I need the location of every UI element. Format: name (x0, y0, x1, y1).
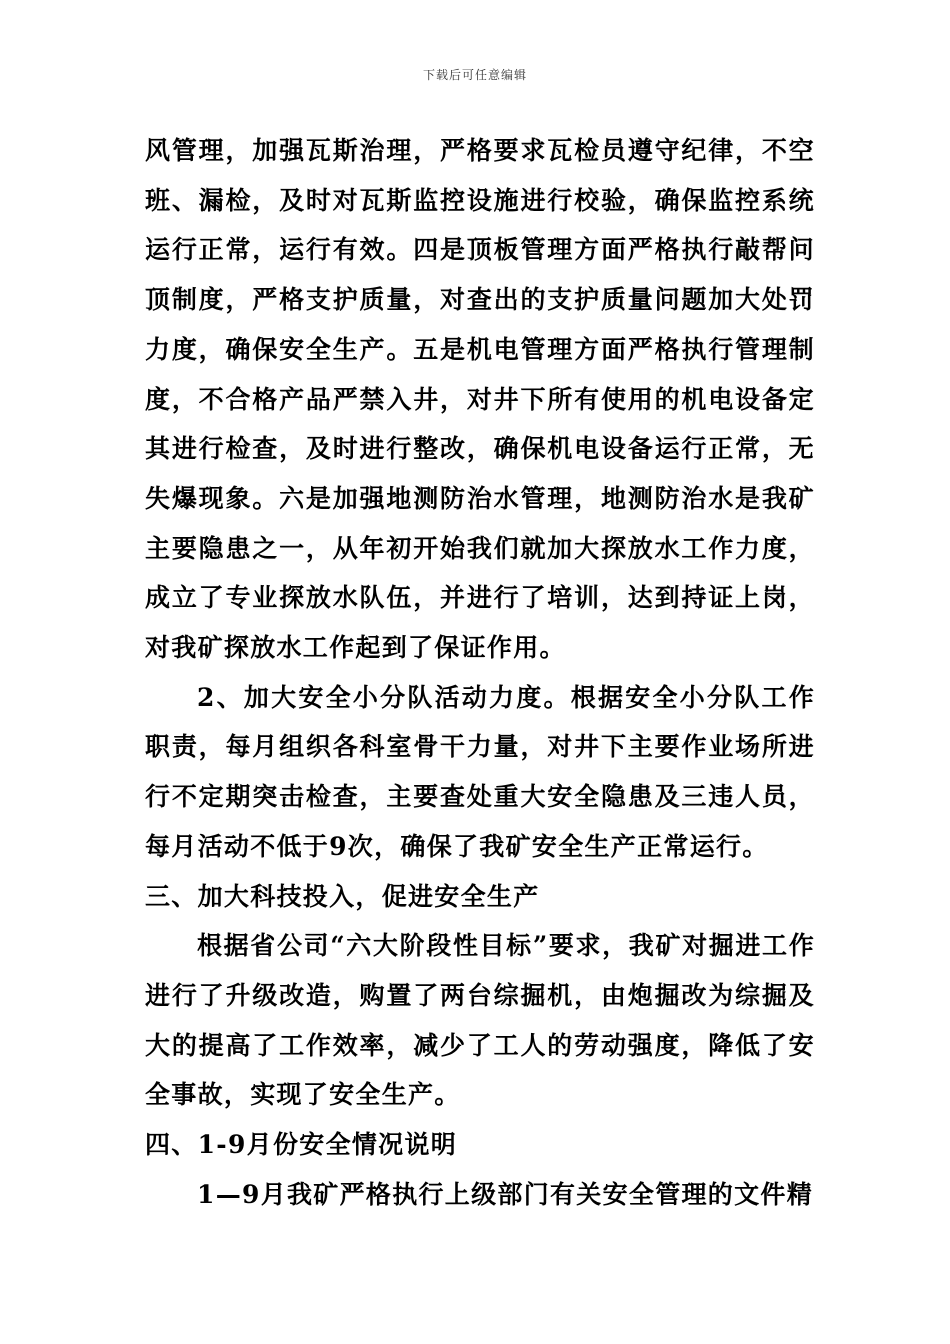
paragraph-tech-upgrade: 根据省公司“六大阶段性目标”要求，我矿对掘进工作进行了升级改造，购置了两台综掘机，由炮掘改为综掘及大的提高了工作效率，减少了工人的劳动强度，降低了安全事故，实现了安全生产。 (145, 931, 815, 1110)
document-body (145, 126, 815, 1219)
paragraph-safety-squad: 2、加大安全小分队活动力度。根据安全小分队工作职责，每月组织各科室骨干力量，对井下主要作业场所进行不定期突击检查，主要查处重大安全隐患及三违人员，每月活动不低于9次，确保了我矿安全生产正常运行。 (145, 682, 815, 861)
section-heading-tech-investment: 三、加大科技投入，促进安全生产 (145, 881, 540, 911)
download-note: 下载后可任意编辑 (422, 68, 527, 82)
section-heading-safety-report: 四、1-9月份安全情况说明 (145, 1130, 458, 1160)
paragraph-safety-report: 1—9月我矿严格执行上级部门有关安全管理的文件精 (197, 1179, 813, 1209)
paragraph-safety-management: 风管理，加强瓦斯治理，严格要求瓦检员遵守纪律，不空班、漏检，及时对瓦斯监控设施进行校验，确保监控系统运行正常，运行有效。四是顶板管理方面严格执行敲帮问顶制度，严格支护质量，对查出的支护质量问题加大处罚力度，确保安全生产。五是机电管理方面严格执行管理制度，不合格产品严禁入井，对井下所有使用的机电设备定其进行检查，及时进行整改，确保机电设备运行正常，无失爆现象。六是加强地测防治水管理，地测防治水是我矿主要隐患之一，从年初开始我们就加大探放水工作力度，成立了专业探放水队伍，并进行了培训，达到持证上岗，对我矿探放水工作起到了保证作用。 (145, 136, 815, 663)
